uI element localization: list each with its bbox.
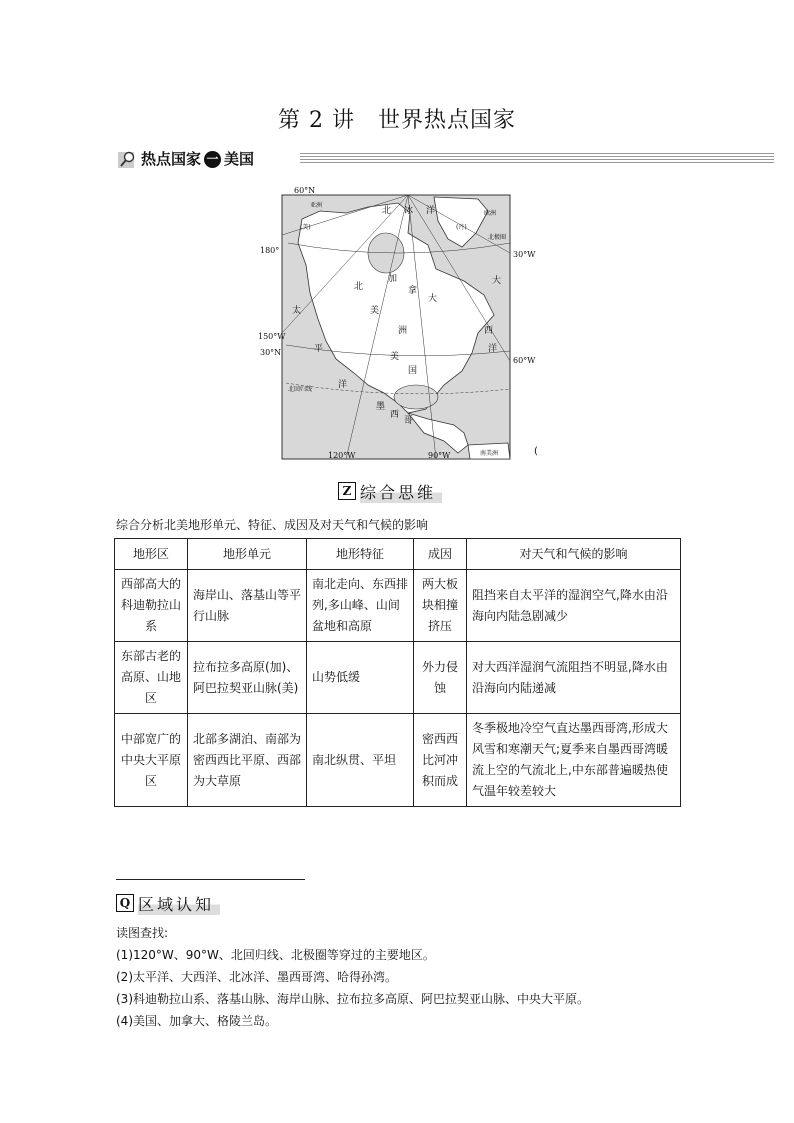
table-cell: 山势低缓 bbox=[307, 642, 414, 714]
svg-text:哥: 哥 bbox=[404, 416, 414, 426]
svg-text:洋: 洋 bbox=[338, 380, 348, 390]
magnifier-icon bbox=[117, 149, 137, 169]
body-line: (4)美国、加拿大、格陵兰岛。 bbox=[116, 1014, 277, 1028]
svg-text:120°W: 120°W bbox=[328, 451, 356, 460]
svg-text:大: 大 bbox=[492, 276, 502, 286]
section-number-badge: 一 bbox=[204, 151, 221, 168]
table-header: 地形单元 bbox=[188, 539, 307, 570]
section-rule bbox=[300, 153, 774, 164]
svg-text:180°: 180° bbox=[260, 246, 280, 255]
synthesis-banner-text: 综合思维 bbox=[360, 480, 442, 503]
svg-text:加: 加 bbox=[388, 274, 398, 284]
svg-text:30°N: 30°N bbox=[260, 348, 282, 357]
table-cell: 南北纵贯、平坦 bbox=[307, 714, 414, 807]
section-header bbox=[117, 147, 774, 171]
svg-text:60°N: 60°N bbox=[294, 186, 316, 195]
divider bbox=[116, 879, 305, 880]
svg-text:平: 平 bbox=[314, 344, 324, 354]
table-header: 地形特征 bbox=[307, 539, 414, 570]
svg-text:拿: 拿 bbox=[408, 286, 418, 296]
body-line: (2)太平洋、大西洋、北冰洋、墨西哥湾、哈得孙湾。 bbox=[116, 970, 398, 984]
svg-text:国: 国 bbox=[408, 366, 418, 376]
table-cell: 冬季极地冷空气直达墨西哥湾,形成大风雪和寒潮天气;夏季来自墨西哥湾暖流上空的气流北上,中东部普遍暖热使气温年较差较大 bbox=[467, 714, 681, 807]
table-cell: 外力侵蚀 bbox=[414, 642, 467, 714]
svg-text:北: 北 bbox=[354, 282, 364, 292]
terrain-table bbox=[114, 538, 681, 807]
svg-text:洲: 洲 bbox=[398, 326, 408, 336]
region-banner-text: 区域认知 bbox=[138, 892, 220, 915]
table-cell: 对大西洋湿润气流阻挡不明显,降水由沿海向内陆递减 bbox=[467, 642, 681, 714]
svg-text:(美): (美) bbox=[300, 224, 311, 231]
svg-text:南美洲: 南美洲 bbox=[480, 450, 499, 457]
table-cell: 北部多湖泊、南部为密西西比平原、西部为大草原 bbox=[188, 714, 307, 807]
region-body bbox=[116, 922, 589, 1032]
table-cell: 中部宽广的中央大平原区 bbox=[115, 714, 188, 807]
table-row bbox=[115, 642, 681, 714]
svg-text:(丹): (丹) bbox=[456, 224, 467, 231]
svg-text:大: 大 bbox=[428, 294, 438, 304]
gulf-of-mexico bbox=[394, 385, 438, 409]
svg-text:西: 西 bbox=[390, 410, 400, 420]
svg-text:太: 太 bbox=[292, 306, 302, 316]
body-line: (3)科迪勒拉山系、落基山脉、海岸山脉、拉布拉多高原、阿巴拉契亚山脉、中央大平原。 bbox=[116, 992, 590, 1006]
svg-text:洋: 洋 bbox=[426, 206, 436, 216]
svg-text:30°W: 30°W bbox=[513, 250, 536, 259]
table-cell: 两大板块相撞挤压 bbox=[414, 570, 467, 642]
table-header: 对天气和气候的影响 bbox=[467, 539, 681, 570]
svg-text:墨: 墨 bbox=[376, 402, 386, 412]
page-title: 第 2 讲 世界热点国家 bbox=[278, 108, 516, 133]
body-line: (1)120°W、90°W、北回归线、北极圈等穿过的主要地区。 bbox=[116, 948, 435, 962]
table-cell: 东部古老的高原、山地区 bbox=[115, 642, 188, 714]
table-cell: 南北走向、东西排列,多山峰、山间盆地和高原 bbox=[307, 570, 414, 642]
svg-text:90°W: 90°W bbox=[428, 451, 451, 460]
trailing-mark: ( bbox=[534, 446, 538, 457]
table-cell: 密西西比河冲积而成 bbox=[414, 714, 467, 807]
table-cell: 拉布拉多高原(加)、阿巴拉契亚山脉(美) bbox=[188, 642, 307, 714]
table-header-row bbox=[115, 539, 681, 570]
table-header: 地形区 bbox=[115, 539, 188, 570]
table-cell: 海岸山、落基山等平行山脉 bbox=[188, 570, 307, 642]
svg-text:150°W: 150°W bbox=[258, 332, 286, 341]
table-header: 成因 bbox=[414, 539, 467, 570]
synthesis-intro: 综合分析北美地形单元、特征、成因及对天气和气候的影响 bbox=[116, 518, 429, 532]
svg-text:欧洲: 欧洲 bbox=[484, 210, 497, 217]
svg-text:美: 美 bbox=[390, 352, 400, 362]
table-cell: 西部高大的科迪勒拉山系 bbox=[115, 570, 188, 642]
z-badge-icon: Z bbox=[338, 482, 356, 500]
svg-text:亚洲: 亚洲 bbox=[310, 202, 323, 209]
svg-text:北极圈: 北极圈 bbox=[488, 234, 507, 241]
table-row bbox=[115, 570, 681, 642]
section-title: 热点国家 一 美国 bbox=[141, 150, 255, 168]
north-america-map bbox=[258, 183, 538, 461]
svg-text:冰: 冰 bbox=[404, 206, 414, 216]
svg-text:60°W: 60°W bbox=[513, 356, 536, 365]
svg-text:西: 西 bbox=[484, 326, 494, 336]
svg-text:北: 北 bbox=[382, 206, 392, 216]
table-cell: 阻挡来自太平洋的湿润空气,降水由沿海向内陆急剧减少 bbox=[467, 570, 681, 642]
svg-text:洋: 洋 bbox=[488, 344, 498, 354]
svg-text:美: 美 bbox=[370, 306, 380, 316]
q-badge-icon: Q bbox=[116, 894, 134, 912]
body-line: 读图查找: bbox=[116, 926, 169, 940]
table-row bbox=[115, 714, 681, 807]
svg-text:北回归线: 北回归线 bbox=[288, 386, 313, 393]
